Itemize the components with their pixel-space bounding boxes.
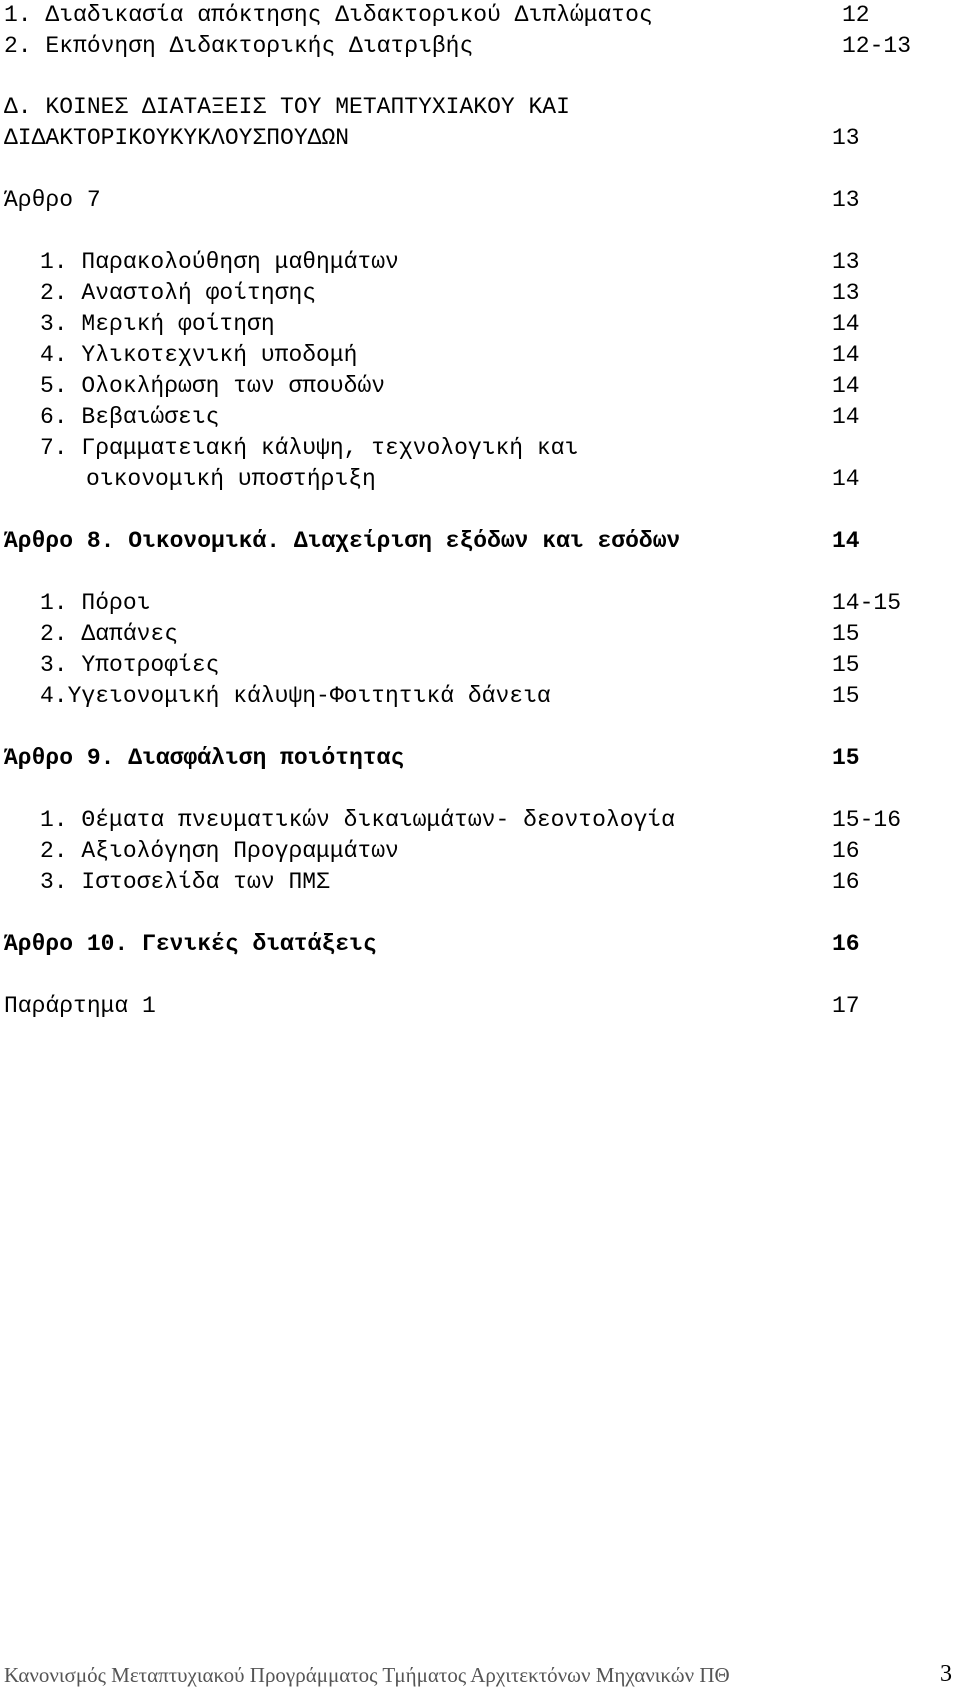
toc-entry-page: 13 [832, 187, 860, 213]
toc-section-d-line1 [0, 92, 960, 123]
toc-article-8 [0, 526, 960, 557]
toc-entry-page: 15 [832, 621, 860, 647]
toc-entry-page: 13 [832, 280, 860, 306]
toc-entry-article9-2 [0, 836, 960, 867]
section-heading: ΔΙΔΑΚΤΟΡΙΚΟΥΚΥΚΛΟΥΣΠΟΥΔΩΝ [4, 125, 350, 151]
toc-entry-text: 1. Θέματα πνευματικών δικαιωμάτων- δεοντολογία [40, 807, 675, 833]
footer-text: Κανονισμός Μεταπτυχιακού Προγράμματος Τμήματος Αρχιτεκτόνων Μηχανικών ΠΘ [4, 1663, 730, 1687]
toc-entry-text: 5. Ολοκλήρωση των σπουδών [40, 373, 386, 399]
toc-entry-article8-4 [0, 681, 960, 712]
toc-entry-page: 12-13 [842, 33, 912, 59]
toc-entry-page: 14 [832, 528, 860, 554]
toc-entry-article9-1 [0, 805, 960, 836]
toc-entry-page: 15 [832, 683, 860, 709]
article-heading: Άρθρο 9. Διασφάλιση ποιότητας [4, 745, 405, 771]
toc-entry-text: 6. Βεβαιώσεις [40, 404, 220, 430]
toc-entry-page: 15 [832, 745, 860, 771]
toc-entry-page: 13 [832, 125, 860, 151]
toc-entry-page: 17 [832, 993, 860, 1019]
toc-entry-article7-5 [0, 371, 960, 402]
toc-entry-article7-6 [0, 402, 960, 433]
toc-entry-page: 14 [832, 311, 860, 337]
toc-entry-doctoral-1 [0, 0, 960, 31]
toc-entry-article9-3 [0, 867, 960, 898]
toc-entry-page: 14 [832, 373, 860, 399]
toc-entry-page: 14 [832, 466, 860, 492]
toc-entry-page: 14-15 [832, 590, 902, 616]
toc-entry-article7-7 [0, 433, 960, 464]
page-number: 3 [940, 1661, 952, 1687]
page-footer [0, 1657, 960, 1690]
toc-entry-article8-3 [0, 650, 960, 681]
toc-article-9 [0, 743, 960, 774]
article-heading: Άρθρο 8. Οικονομικά. Διαχείριση εξόδων και εσόδων [4, 528, 681, 554]
toc-entry-text: 4. Υλικοτεχνική υποδομή [40, 342, 358, 368]
toc-entry-doctoral-2 [0, 31, 960, 62]
toc-entry-text: 2. Αξιολόγηση Προγραμμάτων [40, 838, 399, 864]
article-heading: Άρθρο 7 [4, 187, 101, 213]
toc-entry-page: 13 [832, 249, 860, 275]
toc-entry-page: 16 [832, 931, 860, 957]
toc-entry-page: 16 [832, 869, 860, 895]
toc-entry-text: 1. Διαδικασία απόκτησης Διδακτορικού Διπλώματος [4, 2, 653, 28]
toc-entry-text: 3. Υποτροφίες [40, 652, 220, 678]
toc-entry-article7-4 [0, 340, 960, 371]
article-heading: Άρθρο 10. Γενικές διατάξεις [4, 931, 377, 957]
toc-article-7 [0, 185, 960, 216]
toc-entry-text: 1. Παρακολούθηση μαθημάτων [40, 249, 399, 275]
toc-entry-article7-1 [0, 247, 960, 278]
toc-entry-page: 15-16 [832, 807, 902, 833]
toc-entry-article7-2 [0, 278, 960, 309]
toc-section-d-line2 [0, 123, 960, 154]
toc-appendix-1 [0, 991, 960, 1022]
toc-entry-text: 4.Υγειονομική κάλυψη-Φοιτητικά δάνεια [40, 683, 551, 709]
toc-entry-article8-2 [0, 619, 960, 650]
toc-article-10 [0, 929, 960, 960]
toc-entry-text: 1. Πόροι [40, 590, 151, 616]
toc-entry-page: 12 [842, 2, 870, 28]
appendix-heading: Παράρτημα 1 [4, 993, 156, 1019]
toc-entry-text: 3. Ιστοσελίδα των ΠΜΣ [40, 869, 330, 895]
toc-entry-text: 7. Γραμματειακή κάλυψη, τεχνολογική και [40, 435, 579, 461]
toc-entry-page: 14 [832, 404, 860, 430]
section-heading: Δ. ΚΟΙΝΕΣ ΔΙΑΤΑΞΕΙΣ ΤΟΥ ΜΕΤΑΠΤΥΧΙΑΚΟΥ ΚΑΙ [4, 94, 570, 120]
toc-entry-text: 2. Δαπάνες [40, 621, 179, 647]
toc-entry-page: 15 [832, 652, 860, 678]
toc-entry-article7-7-cont [0, 464, 960, 495]
toc-entry-page: 14 [832, 342, 860, 368]
toc-entry-text: 2. Εκπόνηση Διδακτορικής Διατριβής [4, 33, 474, 59]
toc-entry-article7-3 [0, 309, 960, 340]
toc-entry-text: οικονομική υποστήριξη [86, 466, 376, 492]
toc-entry-text: 3. Μερική φοίτηση [40, 311, 275, 337]
toc-entry-text: 2. Αναστολή φοίτησης [40, 280, 317, 306]
toc-entry-article8-1 [0, 588, 960, 619]
toc-entry-page: 16 [832, 838, 860, 864]
